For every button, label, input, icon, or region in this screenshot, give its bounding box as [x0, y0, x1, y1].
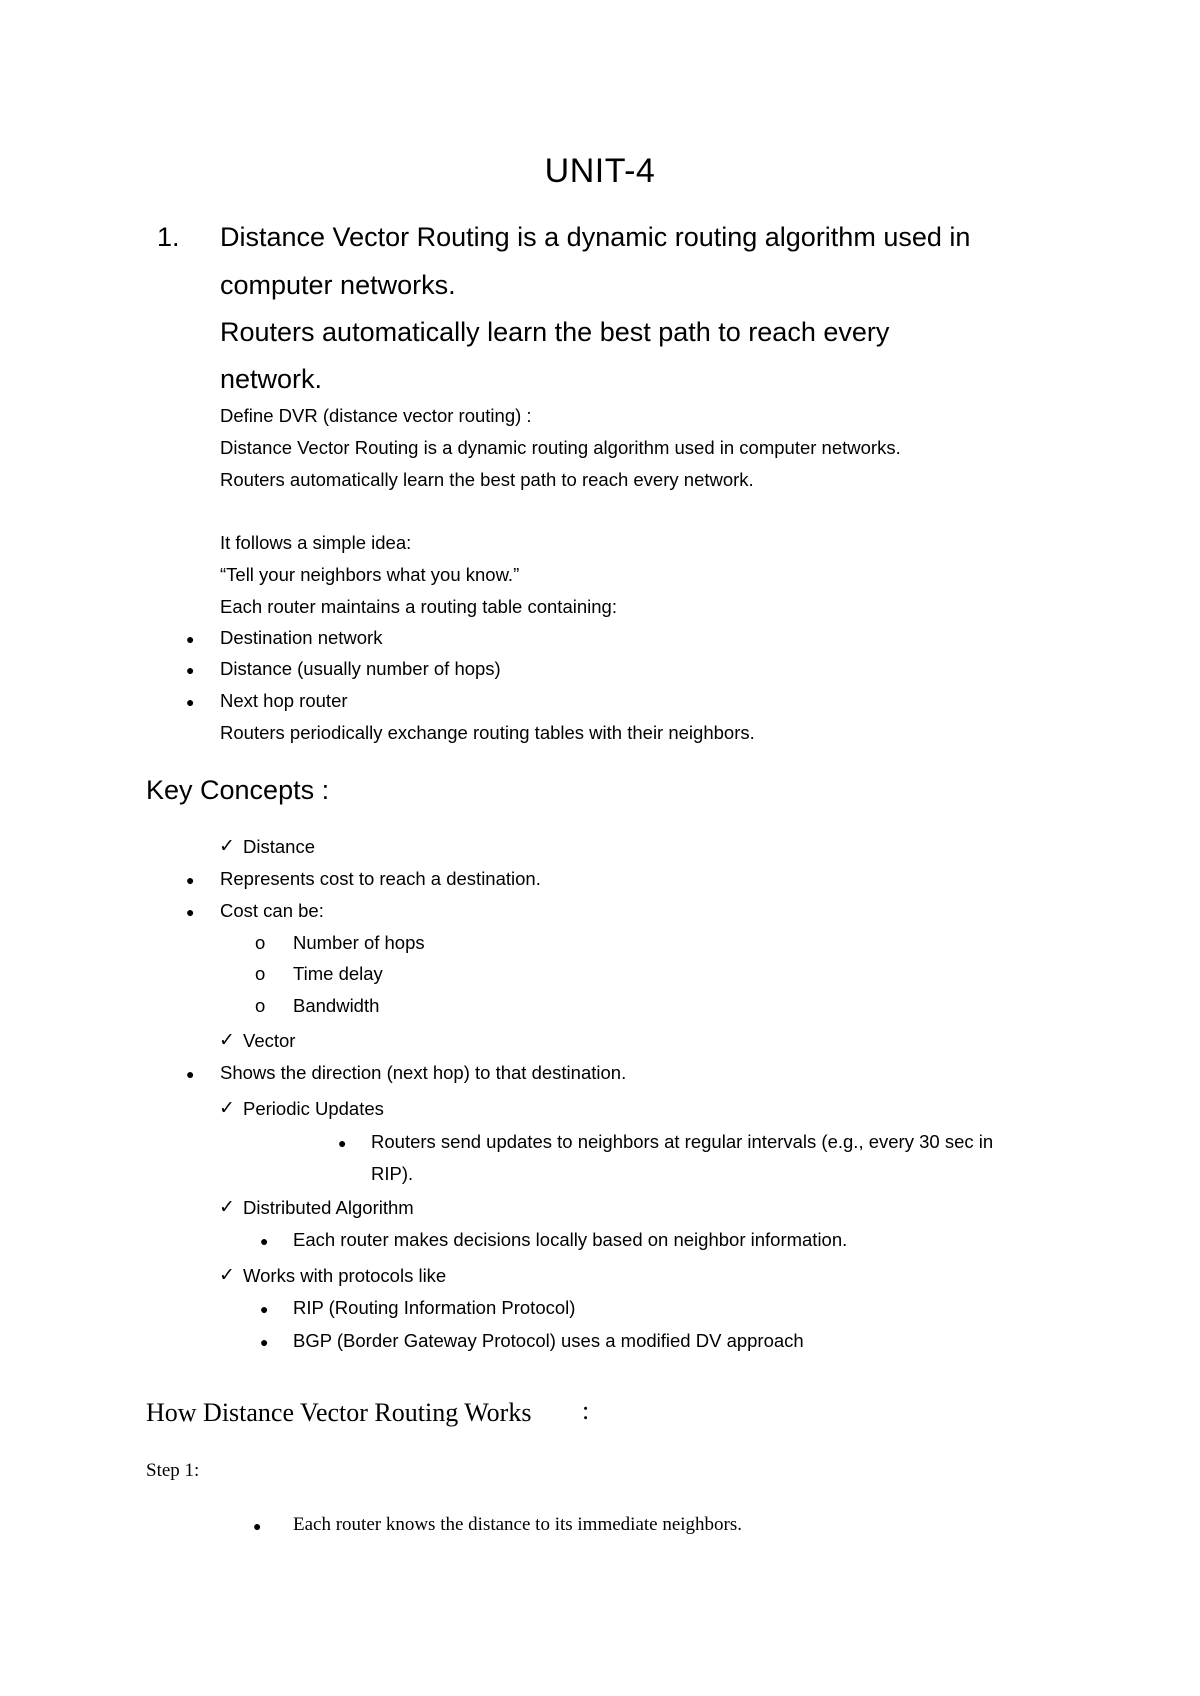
concept-label: Periodic Updates — [243, 1098, 384, 1119]
list-item: RIP (Routing Information Protocol) — [293, 1297, 576, 1318]
concept-label: Vector — [243, 1030, 296, 1051]
list-item: Each router makes decisions locally based on neighbor information. — [293, 1229, 848, 1250]
idea-quote: “Tell your neighbors what you know.” — [220, 564, 520, 585]
list-item: Represents cost to reach a destination. — [220, 868, 541, 889]
concept-label: Works with protocols like — [243, 1265, 447, 1286]
bullet-icon: ● — [186, 694, 195, 710]
bullet-icon: ● — [260, 1301, 269, 1317]
list-item: Distance (usually number of hops) — [220, 658, 501, 679]
list-item: BGP (Border Gateway Protocol) uses a modified DV approach — [293, 1330, 804, 1351]
sub-bullet-icon: o — [255, 932, 266, 953]
bullet-icon: ● — [260, 1334, 269, 1350]
concept-label: Distance — [243, 836, 315, 857]
bullet-icon: ● — [338, 1135, 347, 1151]
intro-line: network. — [220, 364, 323, 394]
exchange-text: Routers periodically exchange routing tables with their neighbors. — [220, 722, 755, 743]
list-item: Shows the direction (next hop) to that destination. — [220, 1062, 627, 1083]
idea-intro: It follows a simple idea: — [220, 532, 412, 553]
key-concepts-heading: Key Concepts : — [146, 775, 330, 805]
step-label: Step 1: — [146, 1460, 200, 1481]
intro-line: Distance Vector Routing is a dynamic routing algorithm used in — [220, 222, 971, 252]
sub-bullet-icon: o — [255, 963, 266, 984]
check-icon: ✓ — [219, 1265, 235, 1286]
bullet-icon: ● — [186, 904, 195, 920]
bullet-icon: ● — [253, 1518, 262, 1534]
bullet-icon: ● — [186, 872, 195, 888]
how-it-works-heading: How Distance Vector Routing Works — [146, 1398, 532, 1427]
define-heading: Define DVR (distance vector routing) : — [220, 405, 532, 426]
intro-line: computer networks. — [220, 270, 456, 300]
intro-line: Routers automatically learn the best path to reach every — [220, 317, 890, 347]
bullet-icon: ● — [186, 631, 195, 647]
define-line: Routers automatically learn the best path to reach every network. — [220, 469, 754, 490]
define-line: Distance Vector Routing is a dynamic routing algorithm used in computer networks. — [220, 437, 901, 458]
list-number: 1. — [157, 222, 180, 252]
list-item-continued: RIP). — [371, 1163, 414, 1184]
sub-bullet-icon: o — [255, 995, 266, 1016]
check-icon: ✓ — [219, 1197, 235, 1218]
sub-list-item: Bandwidth — [293, 995, 380, 1016]
sub-list-item: Time delay — [293, 963, 383, 984]
check-icon: ✓ — [219, 1030, 235, 1051]
list-item: Next hop router — [220, 690, 348, 711]
check-icon: ✓ — [219, 836, 235, 857]
bullet-icon: ● — [260, 1233, 269, 1249]
bullet-icon: ● — [186, 1066, 195, 1082]
concept-label: Distributed Algorithm — [243, 1197, 414, 1218]
list-item: Cost can be: — [220, 900, 324, 921]
page-title: UNIT-4 — [544, 152, 656, 190]
list-item: Each router knows the distance to its immediate neighbors. — [293, 1514, 743, 1535]
list-item: Destination network — [220, 627, 383, 648]
check-icon: ✓ — [219, 1098, 235, 1119]
table-intro: Each router maintains a routing table containing: — [220, 596, 617, 617]
list-item: Routers send updates to neighbors at regular intervals (e.g., every 30 sec in — [371, 1131, 994, 1152]
bullet-icon: ● — [186, 662, 195, 678]
sub-list-item: Number of hops — [293, 932, 425, 953]
heading-colon: : — [582, 1396, 590, 1425]
